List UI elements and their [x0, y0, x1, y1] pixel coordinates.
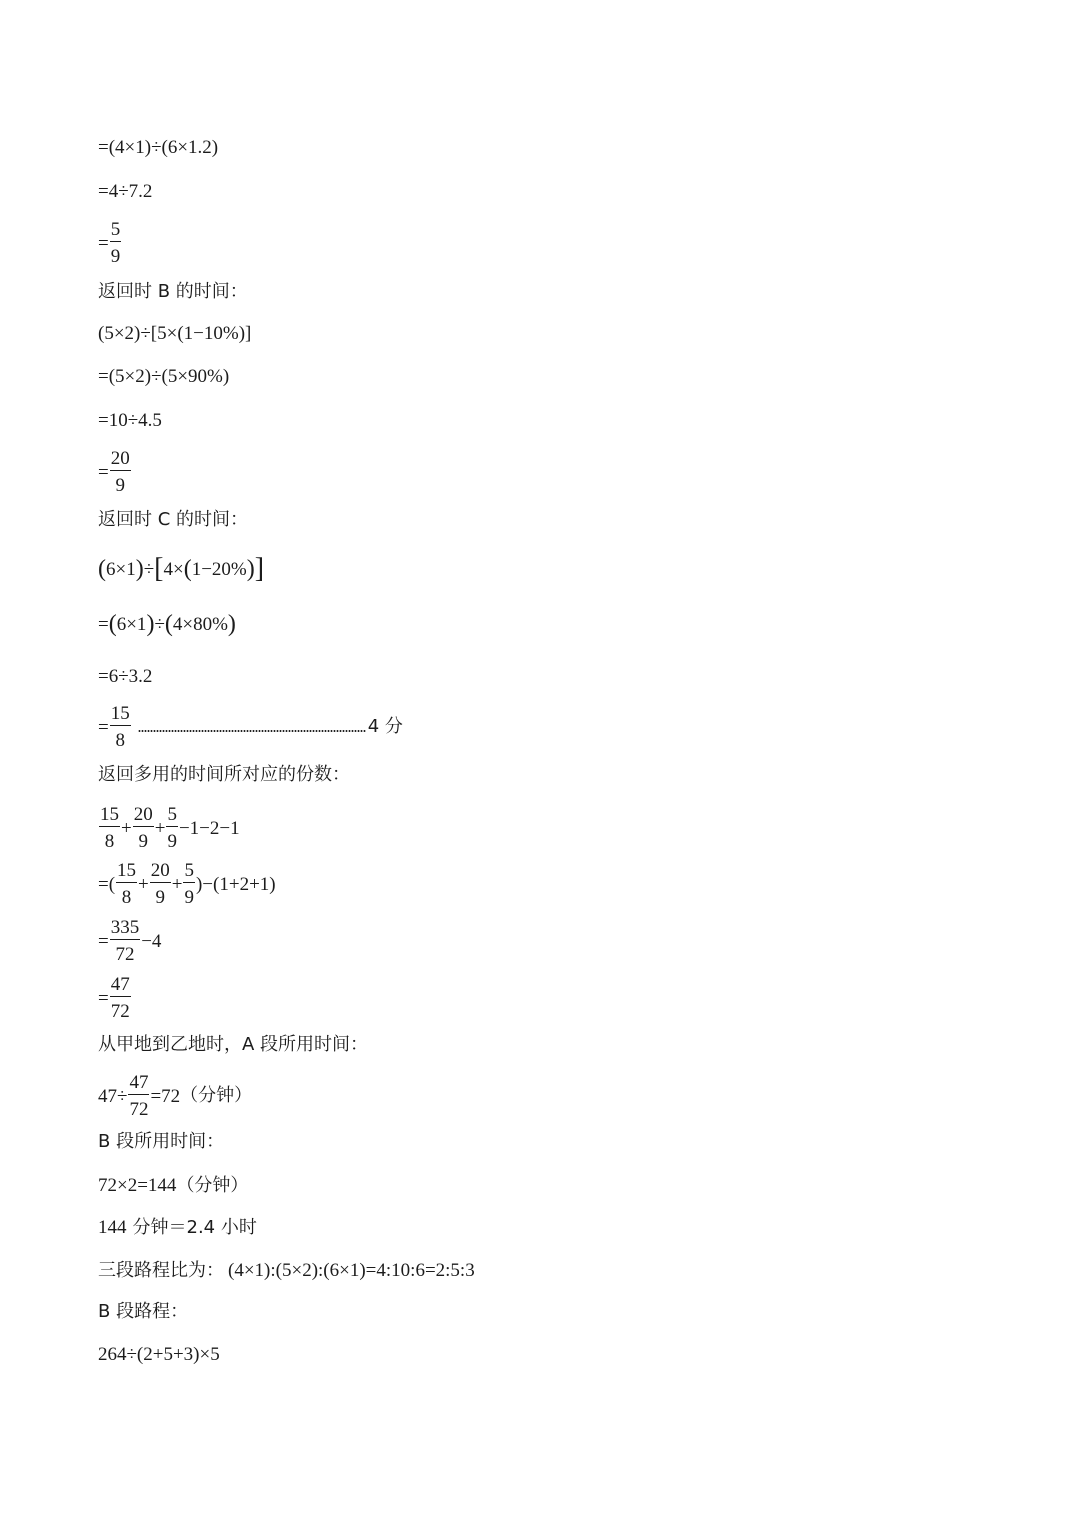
numerator: 15 — [110, 703, 130, 724]
calc-line-5: (5×2)÷[5×(1−10%)] — [98, 323, 252, 344]
calc-line-11 — [98, 612, 236, 636]
equals-sign: = — [98, 987, 109, 1009]
ratio-label: 三段路程比为： — [98, 1259, 224, 1281]
calc-line-18 — [98, 975, 132, 1021]
denominator: 8 — [115, 730, 125, 751]
open-paren: ( — [164, 611, 173, 637]
numerator: 15 — [100, 804, 119, 825]
expr-head: =( — [98, 873, 116, 895]
fraction — [166, 805, 178, 851]
calc-line-20 — [98, 1073, 252, 1119]
denominator: 9 — [138, 831, 148, 852]
plus-sign: + — [121, 817, 132, 839]
numerator: 15 — [117, 860, 137, 881]
open-bracket: [ — [154, 553, 164, 584]
equals-sign: = — [98, 930, 109, 952]
calc-line-22 — [98, 1176, 248, 1195]
expr-tail: −4 — [141, 930, 162, 952]
expr-part: 4× — [163, 558, 184, 580]
fraction — [150, 861, 171, 907]
heading-segment-b-distance: B 段路程： — [98, 1301, 189, 1322]
fraction — [99, 805, 120, 851]
denominator: 72 — [129, 1099, 149, 1120]
calc-line-15 — [98, 805, 240, 851]
unit-label: （分钟） — [180, 1085, 253, 1106]
expr-head: 47÷ — [98, 1085, 128, 1107]
denominator: 9 — [155, 887, 166, 908]
dotted-leader — [138, 729, 366, 737]
numerator: 47 — [110, 974, 130, 995]
calc-line-3 — [98, 220, 122, 266]
expr-tail: )−(1+2+1) — [195, 873, 276, 895]
plus-sign: + — [138, 873, 149, 895]
calc-line-13 — [98, 704, 403, 750]
denominator: 9 — [167, 831, 177, 852]
expr-part: 6×1 — [116, 613, 147, 635]
numerator: 5 — [167, 804, 177, 825]
score-label: 4 分 — [367, 716, 403, 737]
denominator: 9 — [184, 887, 194, 908]
numerator: 20 — [150, 860, 170, 881]
open-paren: ( — [183, 556, 192, 582]
calc-line-16 — [98, 861, 276, 907]
heading-segment-a-time: 从甲地到乙地时，A 段所用时间： — [98, 1034, 369, 1055]
denominator: 9 — [110, 246, 121, 267]
close-paren: ) — [227, 611, 236, 637]
calc-line-26: 264÷(2+5+3)×5 — [98, 1344, 220, 1365]
close-bracket: ] — [254, 553, 265, 584]
numerator: 20 — [133, 804, 153, 825]
fraction — [183, 861, 195, 907]
numerator: 5 — [110, 219, 121, 240]
expr-tail: =72 — [150, 1085, 181, 1107]
calc-line-23 — [98, 1218, 257, 1237]
close-paren: ) — [246, 556, 255, 582]
equals-sign: = — [98, 716, 109, 738]
unit-conversion: 分钟＝2.4 小时 — [132, 1216, 257, 1238]
calc-line-8 — [98, 449, 132, 495]
calc-line-12: =6÷3.2 — [98, 666, 153, 687]
fraction — [128, 1073, 149, 1119]
calc-line-1: =(4×1)÷(6×1.2) — [98, 137, 219, 158]
expr-part: 1−20% — [191, 558, 247, 580]
fraction — [110, 975, 131, 1021]
calc-line-24 — [98, 1261, 475, 1280]
fraction — [110, 918, 141, 964]
open-paren: ( — [98, 556, 106, 582]
expr-part: 6×1 — [106, 558, 136, 580]
expr-part: 4×80% — [172, 613, 228, 635]
unit-label: （分钟） — [176, 1174, 249, 1196]
close-paren: ) — [135, 556, 144, 582]
fraction — [116, 861, 137, 907]
equals-sign: = — [98, 461, 109, 483]
plus-sign: + — [154, 817, 166, 839]
expr: 72×2=144 — [98, 1175, 177, 1196]
heading-return-b: 返回时 B 的时间： — [98, 281, 248, 302]
calc-line-6: =(5×2)÷(5×90%) — [98, 366, 230, 387]
numerator: 20 — [110, 448, 130, 469]
heading-return-c: 返回时 C 的时间： — [98, 509, 249, 530]
calc-line-7: =10÷4.5 — [98, 410, 162, 431]
denominator: 8 — [121, 887, 132, 908]
calc-line-17 — [98, 918, 161, 964]
denominator: 8 — [104, 831, 115, 852]
open-paren: ( — [108, 611, 117, 637]
divide-sign: ÷ — [143, 558, 155, 580]
heading-segment-b-time: B 段所用时间： — [98, 1131, 225, 1152]
calc-line-2: =4÷7.2 — [98, 181, 153, 202]
equals-sign: = — [98, 232, 109, 254]
fraction — [133, 805, 154, 851]
fraction — [110, 449, 131, 495]
fraction — [110, 220, 122, 266]
denominator: 72 — [115, 944, 135, 965]
expr-tail: −1−2−1 — [178, 817, 240, 839]
numerator: 5 — [184, 860, 194, 881]
divide-sign: ÷ — [154, 613, 165, 635]
plus-sign: + — [171, 873, 183, 895]
numerator: 335 — [110, 917, 140, 938]
numerator: 47 — [129, 1072, 149, 1093]
equals-sign: = — [98, 613, 109, 635]
fraction — [110, 704, 131, 750]
expr: 144 — [98, 1217, 127, 1238]
heading-extra-parts: 返回多用的时间所对应的份数： — [98, 764, 350, 785]
denominator: 9 — [115, 475, 125, 496]
calc-line-10 — [98, 555, 264, 583]
close-paren: ) — [146, 611, 155, 637]
ratio-expr: (4×1):(5×2):(6×1)=4:10:6=2:5:3 — [228, 1260, 475, 1281]
denominator: 72 — [110, 1001, 130, 1022]
